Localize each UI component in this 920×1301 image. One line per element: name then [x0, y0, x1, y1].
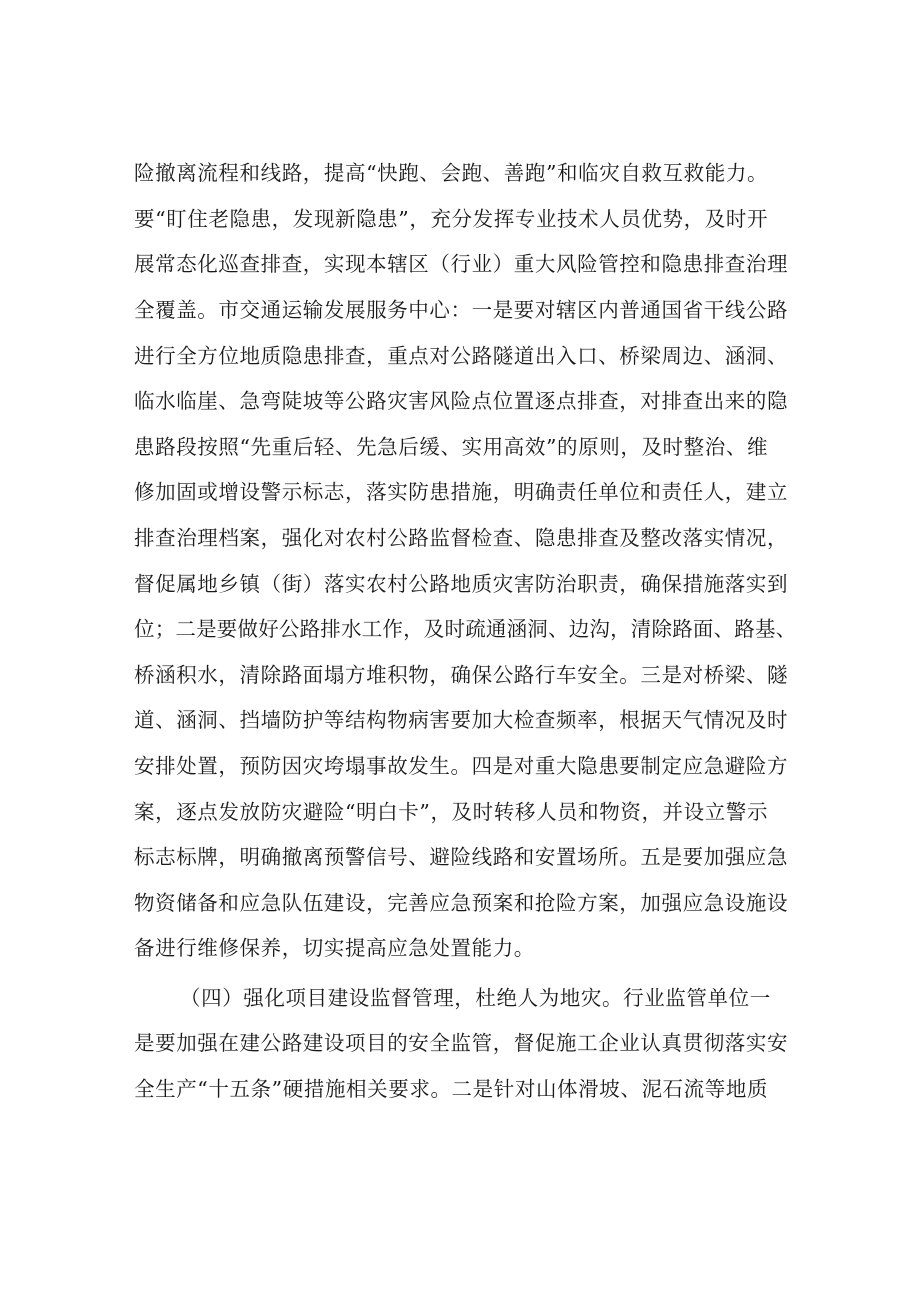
body-text-line: 物资储备和应急队伍建设，完善应急预案和抢险方案，加强应急设施设	[134, 891, 789, 915]
body-text-line: 是要加强在建公路建设项目的安全监管，督促施工企业认真贯彻落实安	[134, 1031, 789, 1055]
body-text-line: 进行全方位地质隐患排查，重点对公路隧道出入口、桥梁周边、涵洞、	[134, 344, 789, 368]
body-text-line: 案，逐点发放防灾避险“明白卡”，及时转移人员和物资，并设立警示	[134, 800, 769, 824]
body-text-line: 位；二是要做好公路排水工作，及时疏通涵洞、边沟，清除路面、路基、	[134, 617, 797, 641]
body-text-line: 安排处置，预防因灾垮塌事故发生。四是对重大隐患要制定应急避险方	[134, 754, 789, 778]
body-text-line: 展常态化巡查排查，实现本辖区（行业）重大风险管控和隐患排查治理	[134, 252, 789, 276]
body-text-line: 全覆盖。市交通运输发展服务中心：一是要对辖区内普通国省干线公路	[134, 298, 789, 322]
body-text-line: 桥涵积水，清除路面塌方堆积物，确保公路行车安全。三是对桥梁、隧	[134, 663, 789, 687]
body-text-line: 要“盯住老隐患，发现新隐患”，充分发挥专业技术人员优势，及时开	[134, 207, 769, 231]
body-text-line: 临水临崖、急弯陡坡等公路灾害风险点位置逐点排查，对排查出来的隐	[134, 389, 789, 413]
body-text-line: 备进行维修保养，切实提高应急处置能力。	[134, 936, 535, 960]
body-text-line: 全生产“十五条”硬措施相关要求。二是针对山体滑坡、泥石流等地质	[134, 1077, 769, 1101]
body-text-line: 险撤离流程和线路，提高“快跑、会跑、善跑”和临灾自救互救能力。	[134, 161, 769, 185]
body-text-line: 标志标牌，明确撤离预警信号、避险线路和安置场所。五是要加强应急	[134, 845, 789, 869]
body-text-line: 督促属地乡镇（街）落实农村公路地质灾害防治职责，确保措施落实到	[134, 572, 789, 596]
body-text-line: 患路段按照“先重后轻、先急后缓、实用高效”的原则，及时整治、维	[134, 435, 769, 459]
section-heading-line: （四）强化项目建设监督管理，杜绝人为地灾。行业监管单位一	[180, 986, 771, 1010]
body-text-line: 修加固或增设警示标志，落实防患措施，明确责任单位和责任人，建立	[134, 480, 789, 504]
body-text-line: 排查治理档案，强化对农村公路监督检查、隐患排查及整改落实情况，	[134, 526, 789, 550]
body-text-line: 道、涵洞、挡墙防护等结构物病害要加大检查频率，根据天气情况及时	[134, 708, 789, 732]
